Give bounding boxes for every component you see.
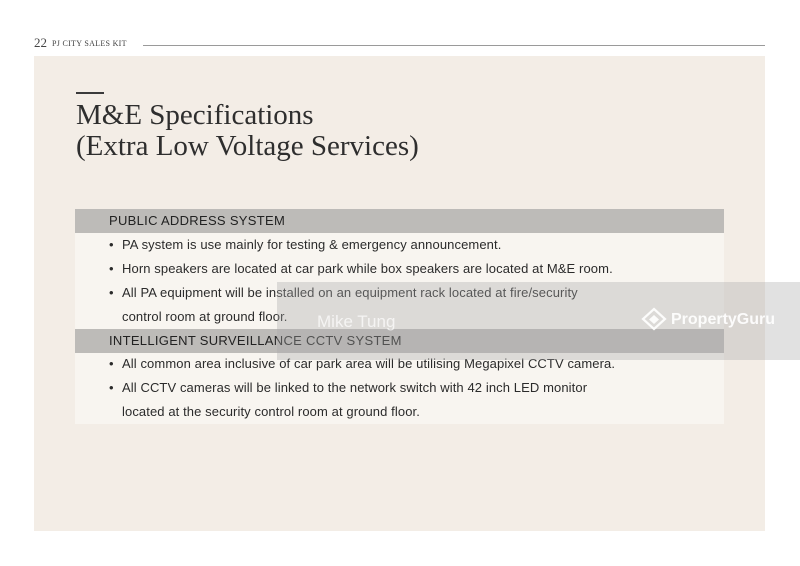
list-item: • PA system is use mainly for testing & emergency announcement.	[109, 237, 502, 252]
page-number: 22	[34, 35, 47, 50]
section-heading-public-address: PUBLIC ADDRESS SYSTEM	[75, 209, 724, 233]
header-divider	[143, 45, 765, 46]
sales-kit-title: PJ CITY SALES KIT	[52, 38, 127, 48]
title-accent-dash	[76, 92, 104, 94]
page-header	[34, 36, 765, 50]
watermark-overlay	[277, 282, 800, 360]
page-title	[76, 100, 419, 162]
cctv-list	[109, 352, 615, 424]
page-title-line-2: (Extra Low Voltage Services)	[76, 130, 419, 162]
list-item: • All CCTV cameras will be linked to the network switch with 42 inch LED monitor	[109, 380, 588, 395]
list-item: • All common area inclusive of car park area will be utilising Megapixel CCTV camera.	[109, 356, 616, 371]
list-item: • Horn speakers are located at car park while box speakers are located at M&E room.	[109, 261, 613, 276]
watermark-agent-name: Mike Tung	[317, 312, 396, 331]
propertyguru-logo-icon	[641, 307, 667, 333]
section-heading-cctv: INTELLIGENT SURVEILLANCE CCTV SYSTEM	[75, 329, 724, 353]
list-item: • All PA equipment will be installed on an equipment rack located at fire/security	[109, 285, 578, 300]
watermark-brand: PropertyGuru	[671, 311, 776, 328]
page-title-line-1: M&E Specifications	[76, 99, 314, 131]
watermark-logo	[641, 307, 775, 333]
list-item-continuation: control room at ground floor.	[122, 309, 288, 324]
list-item-continuation: located at the security control room at ground floor.	[122, 404, 420, 419]
